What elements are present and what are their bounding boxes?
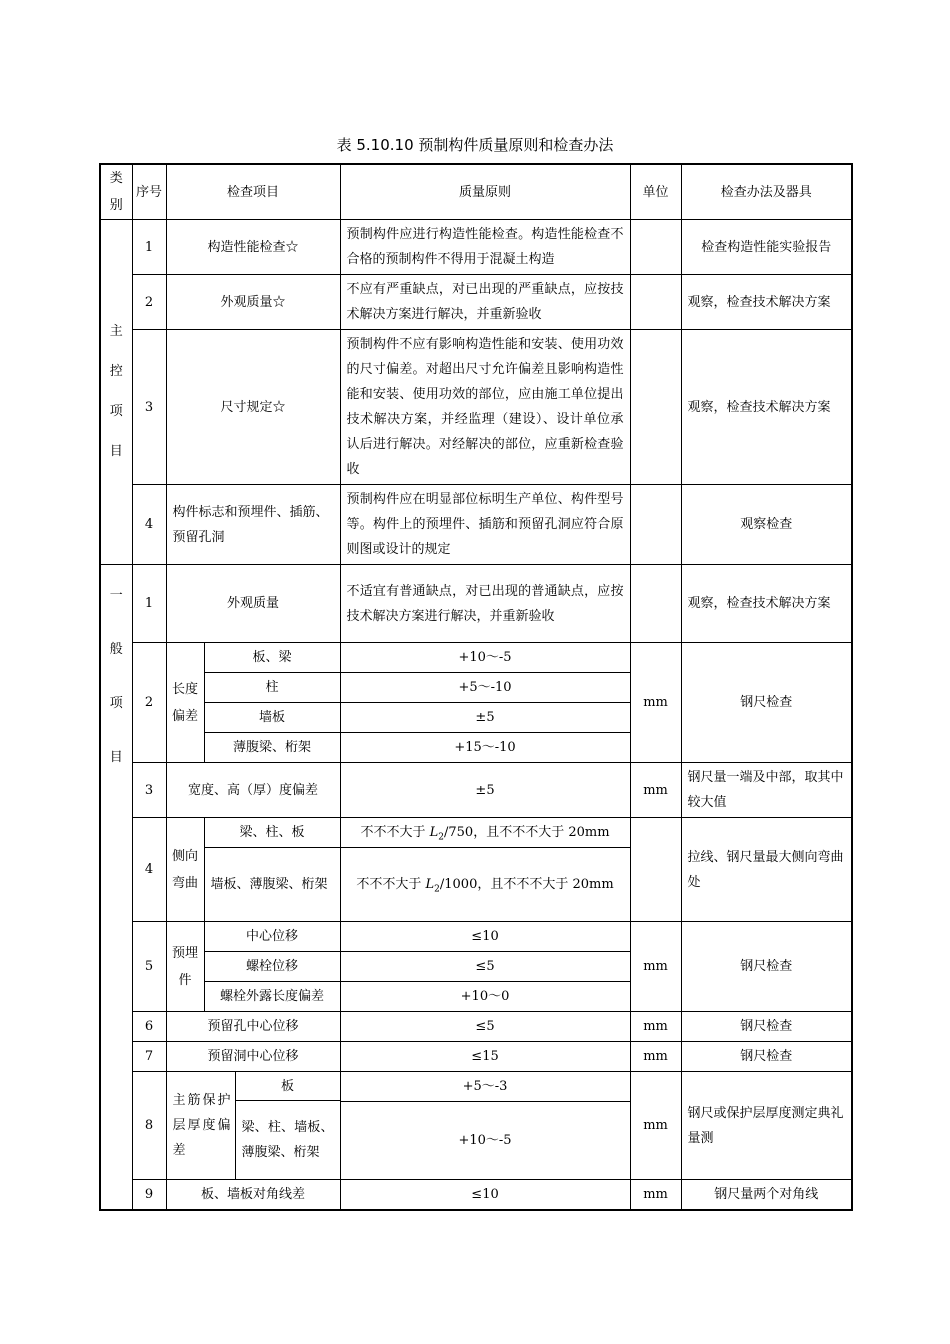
group-length-deviation: 长度偏差 <box>166 643 204 763</box>
table-row <box>100 818 852 848</box>
table-row <box>100 922 852 952</box>
sub-item-cell: 薄腹梁、桁架 <box>204 733 340 763</box>
seq-cell: 5 <box>132 922 166 1012</box>
unit-cell: mm <box>630 1012 681 1042</box>
group-label: 主筋保护层厚度偏差 <box>173 1072 236 1179</box>
method-cell: 检查构造性能实验报告 <box>681 220 852 275</box>
item-cell: 外观质量 <box>166 565 340 643</box>
table-row <box>100 1072 852 1102</box>
unit-cell <box>630 818 681 922</box>
group-embedded-parts: 预埋件 <box>166 922 204 1012</box>
unit-cell <box>630 220 681 275</box>
method-cell: 观察，检查技术解决方案 <box>681 565 852 643</box>
sub-item-cell: 板 <box>236 1072 340 1101</box>
unit-cell: mm <box>630 1042 681 1072</box>
sub-item-cell: 板、梁 <box>204 643 340 673</box>
standard-cell: 不应有严重缺点，对已出现的严重缺点，应按技术解决方案进行解决，并重新验收 <box>340 275 630 330</box>
sub-item-cell: 中心位移 <box>204 922 340 952</box>
value-cell: +5～-10 <box>340 673 630 703</box>
method-cell: 钢尺检查 <box>681 643 852 763</box>
group-cover-thickness <box>166 1072 340 1180</box>
unit-cell <box>630 275 681 330</box>
item-cell: 预留孔中心位移 <box>166 1012 340 1042</box>
seq-cell: 3 <box>132 763 166 818</box>
quality-table <box>99 163 853 1211</box>
method-cell: 观察检查 <box>681 485 852 565</box>
item-cell: 预留洞中心位移 <box>166 1042 340 1072</box>
unit-cell: mm <box>630 1180 681 1211</box>
table-row <box>100 1180 852 1211</box>
sub-item-cell: 墙板 <box>204 703 340 733</box>
item-cell: 构件标志和预埋件、插筋、预留孔洞 <box>166 485 340 565</box>
unit-cell: mm <box>630 643 681 763</box>
header-seq: 序号 <box>132 164 166 220</box>
table-row <box>100 275 852 330</box>
value-cell: 不不不大于 $L_2/1000$，且不不不大于 20mm <box>340 848 630 922</box>
item-cell: 构造性能检查☆ <box>166 220 340 275</box>
seq-cell: 4 <box>132 485 166 565</box>
standard-cell: 不适宜有普通缺点，对已出现的普通缺点，应按技术解决方案进行解决，并重新验收 <box>340 565 630 643</box>
value-cell: +10～-5 <box>340 1102 630 1180</box>
table-row <box>100 1042 852 1072</box>
table-row <box>100 220 852 275</box>
method-cell: 钢尺量两个对角线 <box>681 1180 852 1211</box>
method-cell: 钢尺检查 <box>681 1012 852 1042</box>
unit-cell <box>630 485 681 565</box>
item-cell: 尺寸规定☆ <box>166 330 340 485</box>
value-cell: ≤5 <box>340 1012 630 1042</box>
value-cell: +15～-10 <box>340 733 630 763</box>
table-row <box>100 1012 852 1042</box>
unit-cell <box>630 565 681 643</box>
unit-cell: mm <box>630 763 681 818</box>
value-cell: +10～-5 <box>340 643 630 673</box>
item-cell: 外观质量☆ <box>166 275 340 330</box>
value-cell: ≤5 <box>340 952 630 982</box>
method-cell: 钢尺检查 <box>681 1042 852 1072</box>
header-method: 检查办法及器具 <box>681 164 852 220</box>
standard-cell: 预制构件应进行构造性能检查。构造性能检查不合格的预制构件不得用于混凝土构造 <box>340 220 630 275</box>
table-row <box>100 763 852 818</box>
header-unit: 单位 <box>630 164 681 220</box>
header-item: 检查项目 <box>166 164 340 220</box>
sub-item-cell: 螺栓外露长度偏差 <box>204 982 340 1012</box>
sub-item-cell: 梁、柱、墙板、薄腹梁、桁架 <box>241 1120 334 1160</box>
sub-item-cell: 柱 <box>204 673 340 703</box>
standard-cell: 预制构件不应有影响构造性能和安装、使用功效的尺寸偏差。对超出尺寸允许偏差且影响构造性能和安装、使用功效的部位，应由施工单位提出技术解决方案，并经监理（建设）、设计单位承认后进行解决。对经解决的部位，应重新检查验收 <box>340 330 630 485</box>
table-title: 表 5.10.10 预制构件质量原则和检查办法 <box>336 136 614 154</box>
value-cell: +10～0 <box>340 982 630 1012</box>
seq-cell: 6 <box>132 1012 166 1042</box>
category-general: 一般项目 <box>100 565 132 1211</box>
unit-cell <box>630 330 681 485</box>
value-cell: ±5 <box>340 703 630 733</box>
seq-cell: 7 <box>132 1042 166 1072</box>
seq-cell: 2 <box>132 275 166 330</box>
method-cell: 观察，检查技术解决方案 <box>681 275 852 330</box>
standard-cell: 预制构件应在明显部位标明生产单位、构件型号等。构件上的预埋件、插筋和预留孔洞应符合原则图或设计的规定 <box>340 485 630 565</box>
item-cell: 板、墙板对角线差 <box>166 1180 340 1211</box>
seq-cell: 2 <box>132 643 166 763</box>
table-row <box>100 643 852 673</box>
value-cell: ≤10 <box>340 922 630 952</box>
unit-cell: mm <box>630 922 681 1012</box>
seq-cell: 1 <box>132 565 166 643</box>
method-cell: 钢尺或保护层厚度测定典礼量测 <box>681 1072 852 1180</box>
method-cell: 钢尺检查 <box>681 922 852 1012</box>
table-row <box>100 485 852 565</box>
header-category: 类别 <box>100 164 132 220</box>
sub-item-cell: 梁、柱、板 <box>204 818 340 848</box>
header-row <box>100 164 852 220</box>
table-row <box>100 565 852 643</box>
method-cell: 观察，检查技术解决方案 <box>681 330 852 485</box>
table-row <box>100 330 852 485</box>
sub-item-cell: 墙板、薄腹梁、桁架 <box>204 848 340 922</box>
value-cell: ≤10 <box>340 1180 630 1211</box>
method-cell: 拉线、钢尺量最大侧向弯曲处 <box>681 818 852 922</box>
seq-cell: 1 <box>132 220 166 275</box>
value-cell: ±5 <box>340 763 630 818</box>
value-cell: 不不不大于 $L_2/750$，且不不不大于 20mm <box>340 818 630 848</box>
value-cell: +5～-3 <box>340 1072 630 1102</box>
category-main-control: 主控项目 <box>100 220 132 565</box>
seq-cell: 8 <box>132 1072 166 1180</box>
value-cell: ≤15 <box>340 1042 630 1072</box>
seq-cell: 4 <box>132 818 166 922</box>
seq-cell: 9 <box>132 1180 166 1211</box>
sub-item-cell: 螺栓位移 <box>204 952 340 982</box>
seq-cell: 3 <box>132 330 166 485</box>
group-lateral-bending: 侧向弯曲 <box>166 818 204 922</box>
unit-cell: mm <box>630 1072 681 1180</box>
method-cell: 钢尺量一端及中部，取其中较大值 <box>681 763 852 818</box>
header-standard: 质量原则 <box>340 164 630 220</box>
item-cell: 宽度、高（厚）度偏差 <box>166 763 340 818</box>
